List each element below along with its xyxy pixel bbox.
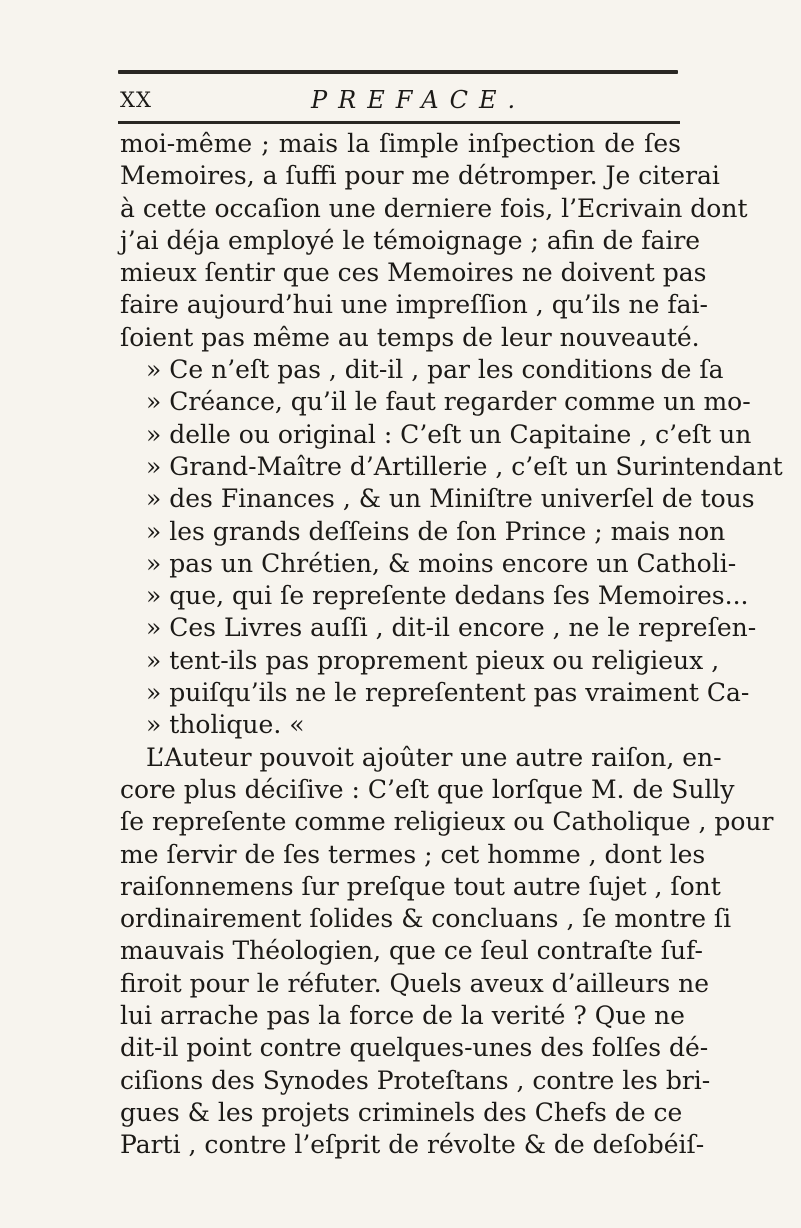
body-text <box>120 128 783 1162</box>
text-line: j’ai déja employé le témoignage ; afin de faire <box>120 225 701 255</box>
text-line: » Créance, qu’il le faut regarder comme un mo- <box>146 387 751 417</box>
text-line: Parti , contre l’eſprit de révolte & de deſobéiſ- <box>120 1130 705 1160</box>
text-line: gues & les projets criminels des Chefs de ce <box>120 1097 683 1127</box>
text-line: » tent-ils pas proprement pieux ou religieux , <box>146 645 720 675</box>
text-line: firoit pour le réfuter. Quels aveux d’ailleurs ne <box>120 968 709 998</box>
text-line: mieux ſentir que ces Memoires ne doivent pas <box>120 258 707 288</box>
top-ornamental-rule <box>118 70 678 74</box>
text-line: L’Auteur pouvoit ajoûter une autre raiſon, en- <box>146 742 722 772</box>
text-line: mauvais Théologien, que ce ſeul contraſte ſuf- <box>120 936 703 966</box>
text-line: Memoires, a ſuffi pour me détromper. Je citerai <box>120 161 720 191</box>
text-line: » les grands deſſeins de ſon Prince ; mais non <box>146 516 726 546</box>
text-line: moi-même ; mais la ſimple inſpection de ſes <box>120 129 681 158</box>
text-line: » Ce n’eſt pas , dit-il , par les conditions de ſa <box>146 355 724 385</box>
text-line: » des Finances , & un Miniſtre univerſel de tous <box>146 484 755 514</box>
text-line: faire aujourd’hui une impreſſion , qu’ils ne fai- <box>120 290 708 320</box>
text-line: à cette occaſion une derniere fois, l’Ecrivain dont <box>120 193 748 223</box>
text-line: » Grand-Maître d’Artillerie , c’eſt un Surintendant <box>146 451 783 481</box>
text-line: core plus déciſive : C’eſt que lorſque M. de Sully <box>120 774 735 804</box>
running-title: PREFACE. <box>311 86 527 114</box>
text-line: » Ces Livres auſſi , dit-il encore , ne le repreſen- <box>146 613 757 643</box>
page-header <box>120 86 680 120</box>
text-line: ordinairement ſolides & concluans , ſe montre ſi <box>120 904 732 934</box>
header-rule <box>118 121 680 124</box>
text-line: lui arrache pas la force de la verité ? Que ne <box>120 1001 685 1031</box>
text-line: » que, qui ſe repreſente dedans ſes Memoires... <box>146 581 749 611</box>
page-number: XX <box>120 88 152 112</box>
text-line: ciſions des Synodes Proteſtans , contre les bri- <box>120 1065 711 1095</box>
text-line: raiſonnemens ſur preſque tout autre ſujet , ſont <box>120 871 721 901</box>
text-line: ſoient pas même au temps de leur nouveauté. <box>120 322 700 352</box>
text-line: » puiſqu’ils ne le repreſentent pas vraiment Ca- <box>146 678 750 708</box>
text-line: dit-il point contre quelques-unes des folſes dé- <box>120 1033 709 1063</box>
text-line: » delle ou original : C’eſt un Capitaine , c’eſt un <box>146 419 752 449</box>
text-line: me ſervir de ſes termes ; cet homme , dont les <box>120 839 706 869</box>
text-line: » pas un Chrétien, & moins encore un Catholi- <box>146 548 737 578</box>
text-line: » tholique. « <box>146 710 305 740</box>
text-line: ſe repreſente comme religieux ou Catholique , pour <box>120 807 774 837</box>
